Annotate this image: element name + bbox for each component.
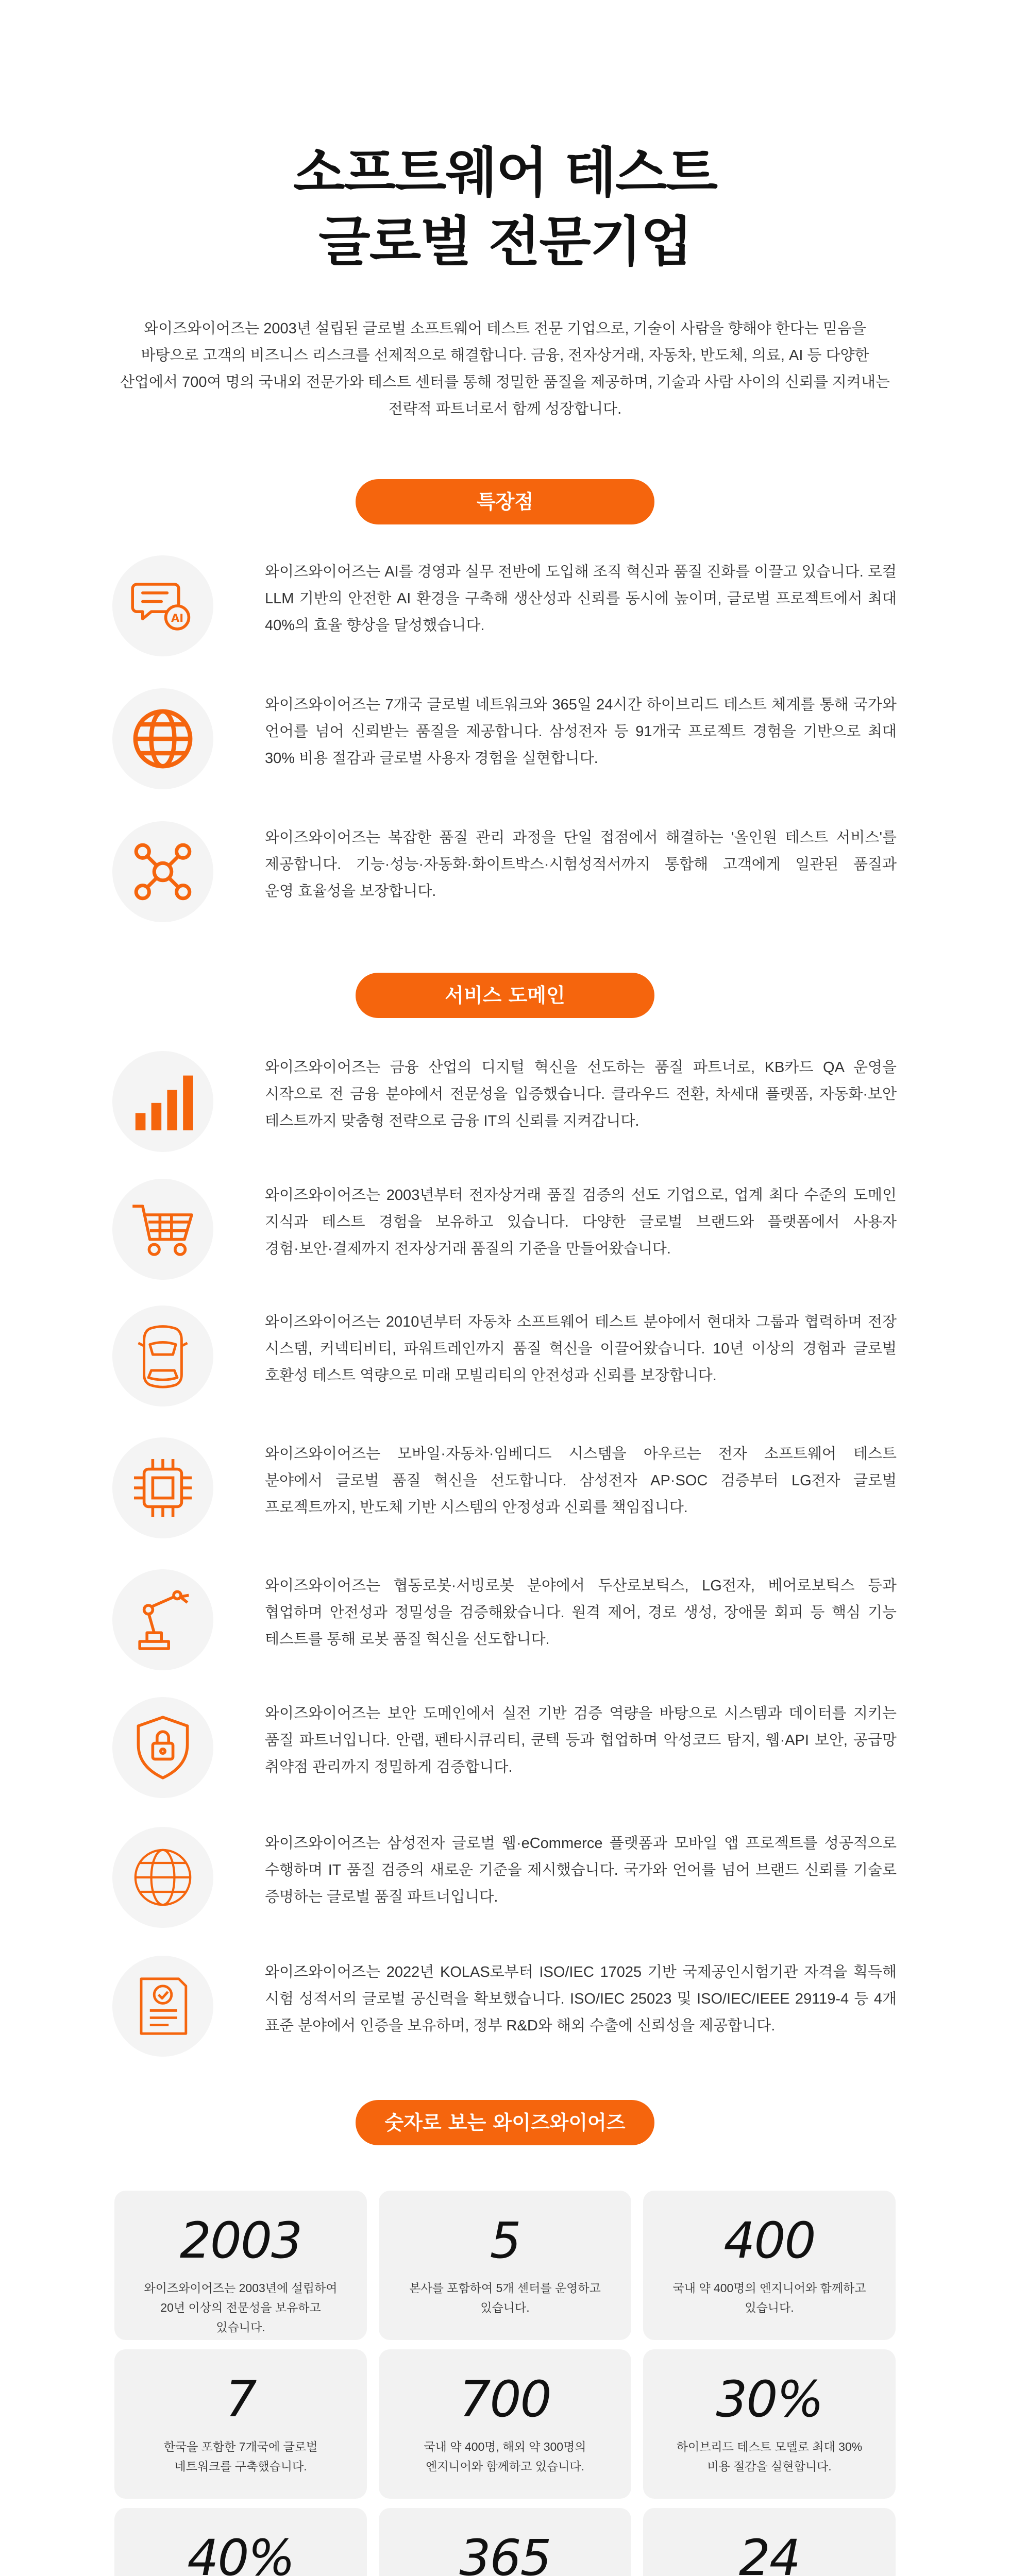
stat-description bbox=[135, 2437, 346, 2476]
stat-description bbox=[135, 2278, 346, 2337]
certificate-icon bbox=[112, 1956, 213, 2057]
text-line: 호환성 테스트 역량으로 미래 모빌리티의 안전성과 신뢰를 보장합니다. bbox=[265, 1367, 717, 1384]
stat-number: 400 bbox=[723, 2212, 815, 2269]
text-line: 언어를 넘어 신뢰받는 품질을 제공합니다. 삼성전자 등 91개국 프로젝트 경험을 기반으로 최대 bbox=[265, 723, 897, 740]
stat-description bbox=[399, 2437, 611, 2476]
text-line: 있습니다. bbox=[216, 2320, 265, 2334]
service-text bbox=[265, 1572, 897, 1653]
text-line: 품질 파트너입니다. 안랩, 펜타시큐리티, 쿤텍 등과 협업하며 악성코드 탐지, 웹·API 보안, 공급망 bbox=[265, 1732, 897, 1749]
title-line: 글로벌 전문기업 bbox=[318, 210, 692, 273]
page-title bbox=[0, 138, 1010, 276]
stat-card bbox=[643, 2349, 896, 2499]
stat-card bbox=[643, 2508, 896, 2576]
stat-card bbox=[114, 2508, 367, 2576]
text-line: 국내 약 400명의 엔지니어와 함께하고 bbox=[672, 2281, 866, 2295]
text-line: 비용 절감을 실현합니다. bbox=[707, 2460, 832, 2473]
stats-heading: 숫자로 보는 와이즈와이어즈 bbox=[356, 2100, 654, 2145]
service-text bbox=[265, 1440, 897, 1521]
text-line: 있습니다. bbox=[480, 2301, 530, 2314]
shield-lock-icon bbox=[112, 1697, 213, 1798]
text-line: 20년 이상의 전문성을 보유하고 bbox=[160, 2301, 321, 2314]
text-line: 표준 분야에서 인증을 보유하며, 정부 R&D와 해외 수출에 신뢰성을 제공합니다. bbox=[265, 2018, 776, 2034]
stat-number: 700 bbox=[459, 2370, 551, 2428]
service-text bbox=[265, 1830, 897, 1910]
text-line: 와이즈와이어즈는 AI를 경영과 실무 전반에 도입해 조직 혁신과 품질 진화를 이끌고 있습니다. 로컬 bbox=[265, 564, 897, 580]
features-heading: 특장점 bbox=[356, 479, 654, 524]
intro-line: 와이즈와이어즈는 2003년 설립된 글로벌 소프트웨어 테스트 전문 기업으로, 기술이 사람을 향해야 한다는 믿음을 bbox=[144, 320, 866, 337]
text-line: 와이즈와이어즈는 2010년부터 자동차 소프트웨어 테스트 분야에서 현대차 그룹과 협력하며 전장 bbox=[265, 1314, 897, 1330]
stat-card bbox=[379, 2191, 631, 2340]
intro-line: 바탕으로 고객의 비즈니스 리스크를 선제적으로 해결합니다. 금융, 전자상거래, 자동차, 반도체, 의료, AI 등 다양한 bbox=[141, 347, 869, 364]
stat-number: 7 bbox=[225, 2370, 256, 2428]
text-line: 40%의 효율 향상을 달성했습니다. bbox=[265, 617, 485, 634]
text-line: 하이브리드 테스트 모델로 최대 30% bbox=[676, 2440, 863, 2453]
text-line: 운영 효율성을 보장합니다. bbox=[265, 883, 436, 900]
text-line: 있습니다. bbox=[745, 2301, 794, 2314]
bar-chart-icon bbox=[112, 1051, 213, 1152]
car-icon bbox=[112, 1306, 213, 1406]
text-line: 프로젝트까지, 반도체 기반 시스템의 안정성과 신뢰를 책임집니다. bbox=[265, 1499, 688, 1516]
ai-chat-icon bbox=[112, 555, 213, 656]
text-line: 와이즈와이어즈는 삼성전자 글로벌 웹·eCommerce 플랫폼과 모바일 앱 프로젝트를 성공적으로 bbox=[265, 1835, 897, 1852]
text-line: 엔지니어와 함께하고 있습니다. bbox=[425, 2460, 584, 2473]
svg-text:AI: AI bbox=[171, 612, 184, 624]
text-line: 시작으로 전 금융 분야에서 전문성을 입증했습니다. 클라우드 전환, 차세대 플랫폼, 자동화·보안 bbox=[265, 1086, 897, 1103]
text-line: 와이즈와이어즈는 7개국 글로벌 네트워크와 365일 24시간 하이브리드 테스트 체계를 통해 국가와 bbox=[265, 697, 897, 713]
text-line: 와이즈와이어즈는 보안 도메인에서 실전 기반 검증 역량을 바탕으로 시스템과 데이터를 지키는 bbox=[265, 1705, 897, 1722]
title-line: 소프트웨어 테스트 bbox=[293, 141, 717, 204]
text-line: 지식과 테스트 경험을 보유하고 있습니다. 다양한 글로벌 브랜드와 플랫폼에서 사용자 bbox=[265, 1214, 897, 1230]
stat-card bbox=[114, 2349, 367, 2499]
intro-line: 전략적 파트너로서 함께 성장합니다. bbox=[388, 401, 622, 417]
text-line: LLM 기반의 안전한 AI 환경을 구축해 생산성과 신뢰를 동시에 높이며, 글로벌 프로젝트에서 최대 bbox=[265, 590, 897, 607]
text-line: 제공합니다. 기능·성능·자동화·화이트박스·시험성적서까지 통합해 고객에게 일관된 품질과 bbox=[265, 856, 897, 873]
text-line: 증명하는 글로벌 품질 파트너입니다. bbox=[265, 1889, 498, 1905]
text-line: 와이즈와이어즈는 복잡한 품질 관리 과정을 단일 접점에서 해결하는 '올인원 테스트 서비스'를 bbox=[265, 829, 897, 846]
service-text bbox=[265, 1182, 897, 1262]
text-line: 테스트를 통해 로봇 품질 혁신을 선도합니다. bbox=[265, 1631, 550, 1648]
text-line: 와이즈와이어즈는 2022년 KOLAS로부터 ISO/IEC 17025 기반 국제공인시험기관 자격을 획득해 bbox=[265, 1964, 897, 1980]
chip-icon bbox=[112, 1437, 213, 1538]
intro-paragraph bbox=[103, 315, 907, 422]
shopping-cart-icon bbox=[112, 1179, 213, 1280]
feature-text bbox=[265, 691, 897, 772]
text-line: 분야에서 글로벌 품질 혁신을 선도합니다. 삼성전자 AP·SOC 검증부터 LG전자 글로벌 bbox=[265, 1472, 897, 1489]
text-line: 한국을 포함한 7개국에 글로벌 bbox=[163, 2440, 318, 2453]
feature-text bbox=[265, 558, 897, 639]
text-line: 국내 약 400명, 해외 약 300명의 bbox=[424, 2440, 586, 2453]
text-line: 취약점 관리까지 정밀하게 검증합니다. bbox=[265, 1759, 513, 1775]
stat-card bbox=[379, 2508, 631, 2576]
stat-card bbox=[643, 2191, 896, 2340]
intro-line: 산업에서 700여 명의 국내외 전문가와 테스트 센터를 통해 정밀한 품질을 제공하며, 기술과 사람 사이의 신뢰를 지켜내는 bbox=[120, 374, 890, 391]
text-line: 30% 비용 절감과 글로벌 사용자 경험을 실현합니다. bbox=[265, 750, 598, 767]
stat-number: 5 bbox=[490, 2212, 520, 2269]
text-line: 수행하며 IT 품질 검증의 새로운 기준을 제시했습니다. 국가와 언어를 넘어 브랜드 신뢰를 기술로 bbox=[265, 1862, 897, 1878]
stat-description bbox=[664, 2437, 875, 2476]
text-line: 네트워크를 구축했습니다. bbox=[174, 2460, 307, 2473]
text-line: 테스트까지 맞춤형 전략으로 금융 IT의 신뢰를 지켜갑니다. bbox=[265, 1113, 639, 1129]
feature-text bbox=[265, 824, 897, 905]
stat-number: 30% bbox=[716, 2370, 823, 2428]
text-line: 와이즈와이어즈는 금융 산업의 디지털 혁신을 선도하는 품질 파트너로, KB카드 QA 운영을 bbox=[265, 1059, 897, 1076]
text-line: 와이즈와이어즈는 협동로봇·서빙로봇 분야에서 두산로보틱스, LG전자, 베어로보틱스 등과 bbox=[265, 1578, 897, 1594]
text-line: 와이즈와이어즈는 모바일·자동차·임베디드 시스템을 아우르는 전자 소프트웨어 테스트 bbox=[265, 1446, 897, 1462]
text-line: 협업하며 안전성과 정밀성을 검증해왔습니다. 원격 제어, 경로 생성, 장애물 회피 등 핵심 기능 bbox=[265, 1604, 897, 1621]
text-line: 본사를 포함하여 5개 센터를 운영하고 bbox=[409, 2281, 601, 2295]
service-text bbox=[265, 1700, 897, 1781]
text-line: 와이즈와이어즈는 2003년에 설립하여 bbox=[144, 2281, 338, 2295]
stat-description bbox=[399, 2278, 611, 2317]
text-line: 와이즈와이어즈는 2003년부터 전자상거래 품질 검증의 선도 기업으로, 업계 최다 수준의 도메인 bbox=[265, 1187, 897, 1204]
stat-description bbox=[664, 2278, 875, 2317]
stat-number: 24 bbox=[738, 2529, 800, 2576]
robot-arm-icon bbox=[112, 1569, 213, 1670]
stat-number: 40% bbox=[187, 2529, 294, 2576]
stat-card bbox=[114, 2191, 367, 2340]
stat-card bbox=[379, 2349, 631, 2499]
stat-number: 2003 bbox=[179, 2212, 302, 2269]
globe-icon bbox=[112, 688, 213, 789]
text-line: 시험 성적서의 글로벌 공신력을 확보했습니다. ISO/IEC 25023 및 ISO/IEC/IEEE 29119-4 등 4개 bbox=[265, 1991, 897, 2007]
globe-icon bbox=[112, 1827, 213, 1928]
service-text bbox=[265, 1959, 897, 2039]
service-text bbox=[265, 1309, 897, 1389]
services-heading: 서비스 도메인 bbox=[356, 973, 654, 1018]
text-line: 시스템, 커넥티비티, 파워트레인까지 품질 혁신을 이끌어왔습니다. 10년 이상의 경험과 글로벌 bbox=[265, 1341, 897, 1357]
text-line: 경험·보안·결제까지 전자상거래 품질의 기준을 만들어왔습니다. bbox=[265, 1241, 671, 1257]
stat-number: 365 bbox=[459, 2529, 551, 2576]
service-text bbox=[265, 1054, 897, 1134]
network-icon bbox=[112, 821, 213, 922]
